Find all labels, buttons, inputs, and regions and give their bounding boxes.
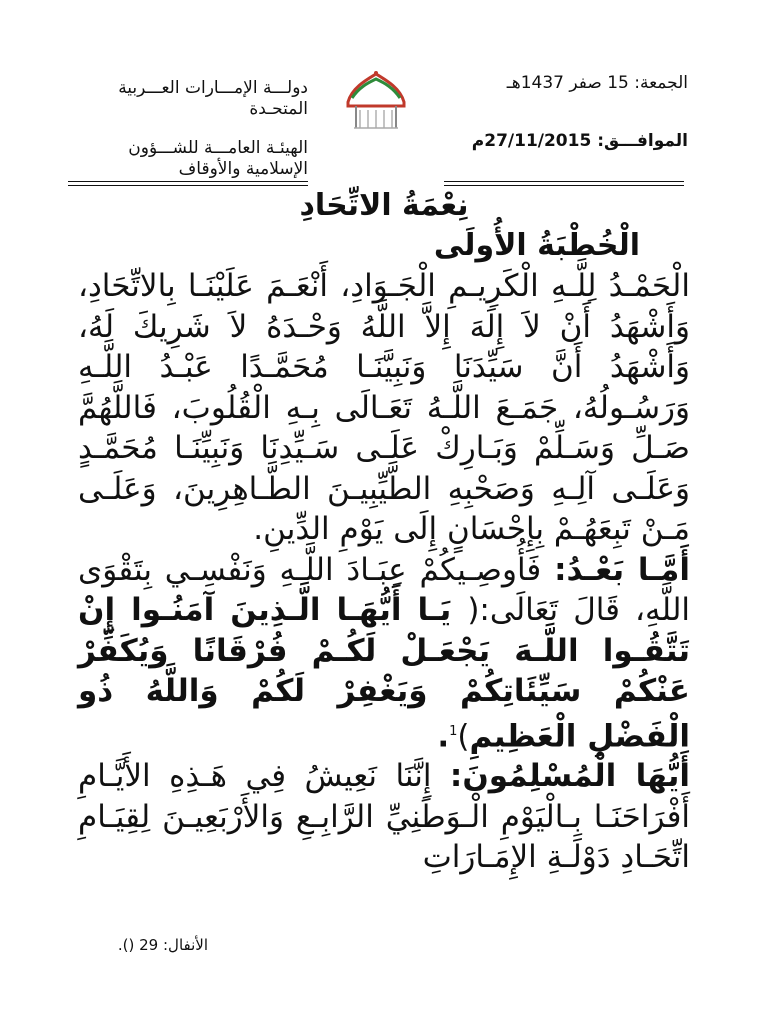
authority-line-2: الإسلامية والأوقاف	[178, 159, 308, 179]
sermon-body	[78, 266, 690, 878]
verse-close: )	[457, 717, 470, 754]
sermon-subtitle: الْخُطْبَةُ الأُولَى	[433, 228, 640, 263]
country-line-1: دولـــة الإمـــارات العـــربية	[118, 78, 308, 98]
address-text: إِنَّنَا نَعِيشُ فِي هَـذِهِ الأَيَّـامِ أَفْرَاحَنَـا بِـالْيَوْمِ الْـوَطَنِيِّ الرَّابِـعِ وَالأَرْبَعِيـنَ لِقِيَـامِ اتِّحَـادِ دَوْلَـةِ الإِمَـارَاتِ	[78, 758, 690, 876]
sermon-title: نِعْمَةُ الاتِّحَادِ	[299, 188, 469, 223]
amma-badu-label: أَمَّـا بَعْـدُ:	[554, 551, 690, 588]
authority-line-1: الهيئـة العامـــة للشـــؤون	[128, 138, 308, 158]
header-divider	[68, 181, 308, 182]
exhortation-paragraph: أَمَّـا بَعْـدُ: فَأُوصِـيكُمْ عِبَـادَ اللَّـهِ وَنَفْسِـي بِتَقْوَى اللَّهِ، قَالَ تَعَالَى:( يَـا أَيُّهَـا الَّـذِينَ آمَنُـوا إِنْ تَتَّقُـوا اللَّـهَ يَجْعَـلْ لَكُـمْ فُرْقَانًا وَيُكَفِّرْ عَنْكُمْ سَيِّئَاتِكُمْ وَيَغْفِرْ لَكُمْ وَاللَّهُ ذُو الْفَضْلِ الْعَظِيمِ)$^1$.	[78, 551, 690, 754]
country-line-2: المتحـدة	[249, 99, 308, 119]
header-divider	[444, 185, 684, 186]
hijri-date: الجمعة: 15 صفر 1437هـ	[506, 73, 688, 93]
address-paragraph	[78, 756, 690, 878]
opening-paragraph: الْحَمْـدُ لِلَّـهِ الْكَرِيـمِ الْجَـوَادِ، أَنْعَـمَ عَلَيْنَـا بِالاتِّحَادِ، وَأَشْهَدُ أَنْ لاَ إِلَهَ إِلاَّ اللَّهُ وَحْـدَهُ لاَ شَرِيكَ لَهُ، وَأَشْهَدُ أَنَّ سَيِّدَنَا وَنَبِيَّنَـا مُحَمَّـدًا عَبْـدُ اللَّـهِ وَرَسُـولُهُ، جَمَـعَ اللَّـهُ تَعَـالَى بِـهِ الْقُلُوبَ، فَاللَّهُمَّ صَـلِّ وَسَـلِّمْ وَبَـارِكْ عَلَـى سَـيِّدِنَا وَنَبِيِّنَـا مُحَمَّـدٍ وَعَلَـى آلِـهِ وَصَحْبِهِ الطَّيِّبِيـنَ الطَّـاهِرِينَ، وَعَلَـى مَـنْ تَبِعَهُـمْ بِإِحْسَانٍ إِلَى يَوْمِ الدِّينِ.	[78, 268, 690, 547]
ayyuha-muslimun-label: أَيُّهَا الْمُسْلِمُونَ:	[449, 758, 690, 795]
footnote: الأنفال: 29 ().	[117, 936, 208, 954]
mosque-dome-logo-icon	[338, 70, 414, 140]
authority-block	[68, 78, 308, 180]
header-divider	[444, 181, 684, 182]
exhortation-text: فَأُوصِـيكُمْ عِبَـادَ اللَّـهِ وَنَفْسِـي بِتَقْوَى اللَّهِ، قَالَ تَعَالَى:(	[78, 551, 690, 628]
date-block	[448, 72, 688, 152]
footnote-mark: 1	[449, 723, 458, 739]
header-divider	[68, 185, 308, 186]
quran-verse: يَـا أَيُّهَـا الَّـذِينَ آمَنُـوا إِنْ تَتَّقُـوا اللَّـهَ يَجْعَـلْ لَكُـمْ فُرْقَانًا وَيُكَفِّرْ عَنْكُمْ سَيِّئَاتِكُمْ وَيَغْفِرْ لَكُمْ وَاللَّهُ ذُو الْفَضْلِ الْعَظِيمِ	[78, 592, 690, 754]
gregorian-date: الموافـــق: 27/11/2015م	[471, 131, 688, 151]
